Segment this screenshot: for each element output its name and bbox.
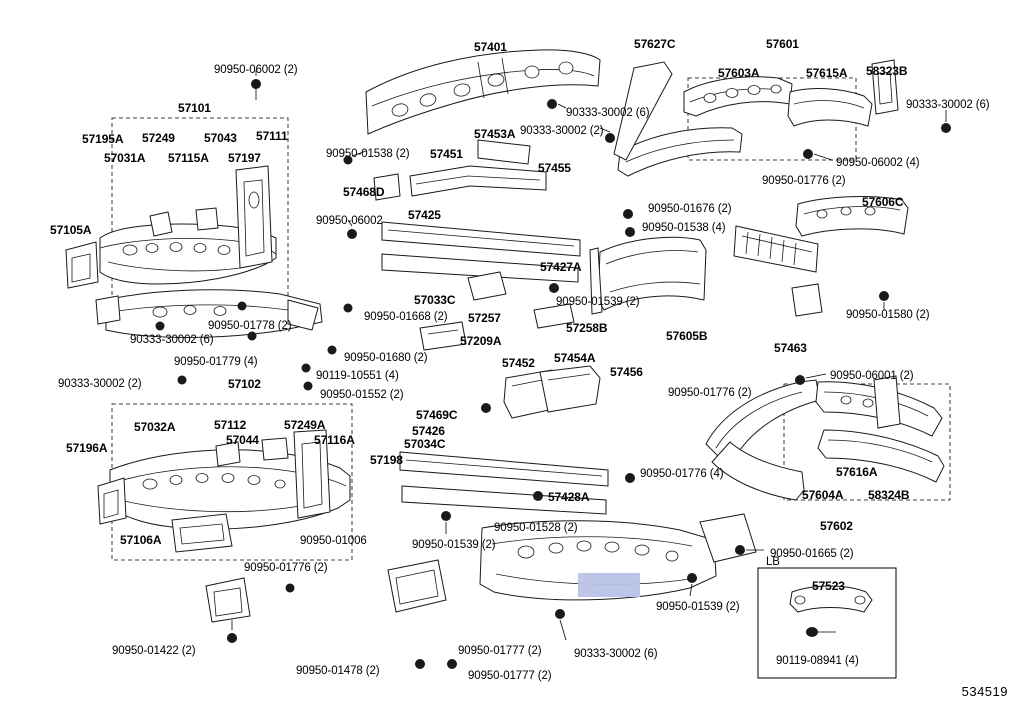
part-label[interactable]: 57425 <box>408 208 441 222</box>
part-label[interactable]: 57043 <box>204 131 237 145</box>
part-label[interactable]: 57106A <box>120 533 162 547</box>
part-label[interactable]: 90333-30002 (2) <box>520 125 604 137</box>
part-label[interactable]: 90950-01778 (2) <box>208 320 292 332</box>
part-label[interactable]: 57112 <box>214 418 247 432</box>
part-label[interactable]: 90333-30002 (6) <box>130 334 214 346</box>
part-label[interactable]: 57426 <box>412 424 445 438</box>
part-label[interactable]: 58323B <box>866 64 908 78</box>
part-label[interactable]: 57249 <box>142 131 175 145</box>
part-label[interactable]: 57615A <box>806 66 848 80</box>
part-label[interactable]: 90950-01777 (2) <box>468 670 552 682</box>
part-label[interactable]: 90950-06001 (2) <box>830 370 914 382</box>
part-label[interactable]: 57105A <box>50 223 92 237</box>
part-label[interactable]: 57196A <box>66 441 108 455</box>
part-label[interactable]: 57032A <box>134 420 176 434</box>
part-label[interactable]: 90950-01668 (2) <box>364 311 448 323</box>
part-label[interactable]: 57627C <box>634 37 676 51</box>
part-label[interactable]: 57111 <box>256 129 288 143</box>
part-label[interactable]: 57257 <box>468 311 501 325</box>
lb-marker: LB <box>766 556 780 568</box>
part-label[interactable]: 90333-30002 (6) <box>906 99 990 111</box>
part-label[interactable]: 90950-01776 (2) <box>244 562 328 574</box>
part-label[interactable]: 57616A <box>836 465 878 479</box>
part-label[interactable]: 57454A <box>554 351 596 365</box>
part-label[interactable]: 90950-01528 (2) <box>494 522 578 534</box>
part-label[interactable]: 90950-01580 (2) <box>846 309 930 321</box>
part-label[interactable]: 90950-01665 (2) <box>770 548 854 560</box>
part-label[interactable]: 57102 <box>228 377 261 391</box>
figure-number: 534519 <box>961 684 1008 699</box>
part-label[interactable]: 90333-30002 (6) <box>574 648 658 660</box>
part-label[interactable]: 57258B <box>566 321 608 335</box>
part-label[interactable]: 57455 <box>538 161 571 175</box>
part-label[interactable]: 90950-01676 (2) <box>648 203 732 215</box>
part-label[interactable]: 57401 <box>474 40 507 54</box>
part-label[interactable]: 90950-01538 (2) <box>326 148 410 160</box>
part-label[interactable]: 57451 <box>430 147 463 161</box>
part-label[interactable]: 90950-01776 (4) <box>640 468 724 480</box>
part-label[interactable]: 57427A <box>540 260 582 274</box>
part-label[interactable]: 57453A <box>474 127 516 141</box>
part-label[interactable]: 57034C <box>404 437 446 451</box>
part-label[interactable]: 57456 <box>610 365 643 379</box>
part-label[interactable]: 57604A <box>802 488 844 502</box>
part-label[interactable]: 57101 <box>178 101 211 115</box>
part-label[interactable]: 57523 <box>812 579 845 593</box>
part-label[interactable]: 57044 <box>226 433 259 447</box>
part-label[interactable]: 90950-01422 (2) <box>112 645 196 657</box>
part-label[interactable]: 90119-10551 (4) <box>316 370 399 382</box>
part-label[interactable]: 90950-06002 (4) <box>836 157 920 169</box>
part-label[interactable]: 90950-01779 (4) <box>174 356 258 368</box>
part-label[interactable]: 90950-01776 (2) <box>668 387 752 399</box>
part-label[interactable]: 90950-01478 (2) <box>296 665 380 677</box>
part-label[interactable]: 58324B <box>868 488 910 502</box>
part-label[interactable]: 57606C <box>862 195 904 209</box>
part-label[interactable]: 57209A <box>460 334 502 348</box>
part-label[interactable]: 90333-30002 (6) <box>566 107 650 119</box>
part-label[interactable]: 57469C <box>416 408 458 422</box>
part-label[interactable]: 90950-01006 <box>300 535 367 547</box>
part-label[interactable]: 57116A <box>314 433 355 447</box>
part-label[interactable]: 57428A <box>548 490 590 504</box>
part-label[interactable]: 90950-01539 (2) <box>656 601 740 613</box>
part-label[interactable]: 57463 <box>774 341 807 355</box>
part-label[interactable]: 57452 <box>502 356 535 370</box>
part-label[interactable]: 57468D <box>343 185 385 199</box>
part-label[interactable]: 90950-01777 (2) <box>458 645 542 657</box>
part-label[interactable]: 57195A <box>82 132 124 146</box>
part-label[interactable]: 57033C <box>414 293 456 307</box>
part-label[interactable]: 57115A <box>168 151 209 165</box>
part-label[interactable]: 90119-08941 (4) <box>776 655 859 667</box>
part-label[interactable]: 57602 <box>820 519 853 533</box>
part-label[interactable]: 90950-01538 (4) <box>642 222 726 234</box>
selected-part-highlight[interactable] <box>578 573 640 597</box>
group-57452 <box>388 366 756 612</box>
part-label[interactable]: 57601 <box>766 37 799 51</box>
part-label[interactable]: 90950-01539 (2) <box>412 539 496 551</box>
part-label[interactable]: 90950-06002 (2) <box>214 64 298 76</box>
part-label[interactable]: 57031A <box>104 151 146 165</box>
part-label[interactable]: 90950-01539 (2) <box>556 296 640 308</box>
part-label[interactable]: 57198 <box>370 453 403 467</box>
group-57401 <box>366 50 600 134</box>
part-label[interactable]: 57197 <box>228 151 261 165</box>
part-label[interactable]: 90333-30002 (2) <box>58 378 142 390</box>
part-label[interactable]: 57605B <box>666 329 708 343</box>
part-label[interactable]: 57249A <box>284 418 326 432</box>
part-label[interactable]: 90950-01776 (2) <box>762 175 846 187</box>
part-label[interactable]: 90950-01680 (2) <box>344 352 428 364</box>
part-label[interactable]: 90950-06002 <box>316 215 383 227</box>
part-label[interactable]: 90950-01552 (2) <box>320 389 404 401</box>
part-label[interactable]: 57603A <box>718 66 760 80</box>
